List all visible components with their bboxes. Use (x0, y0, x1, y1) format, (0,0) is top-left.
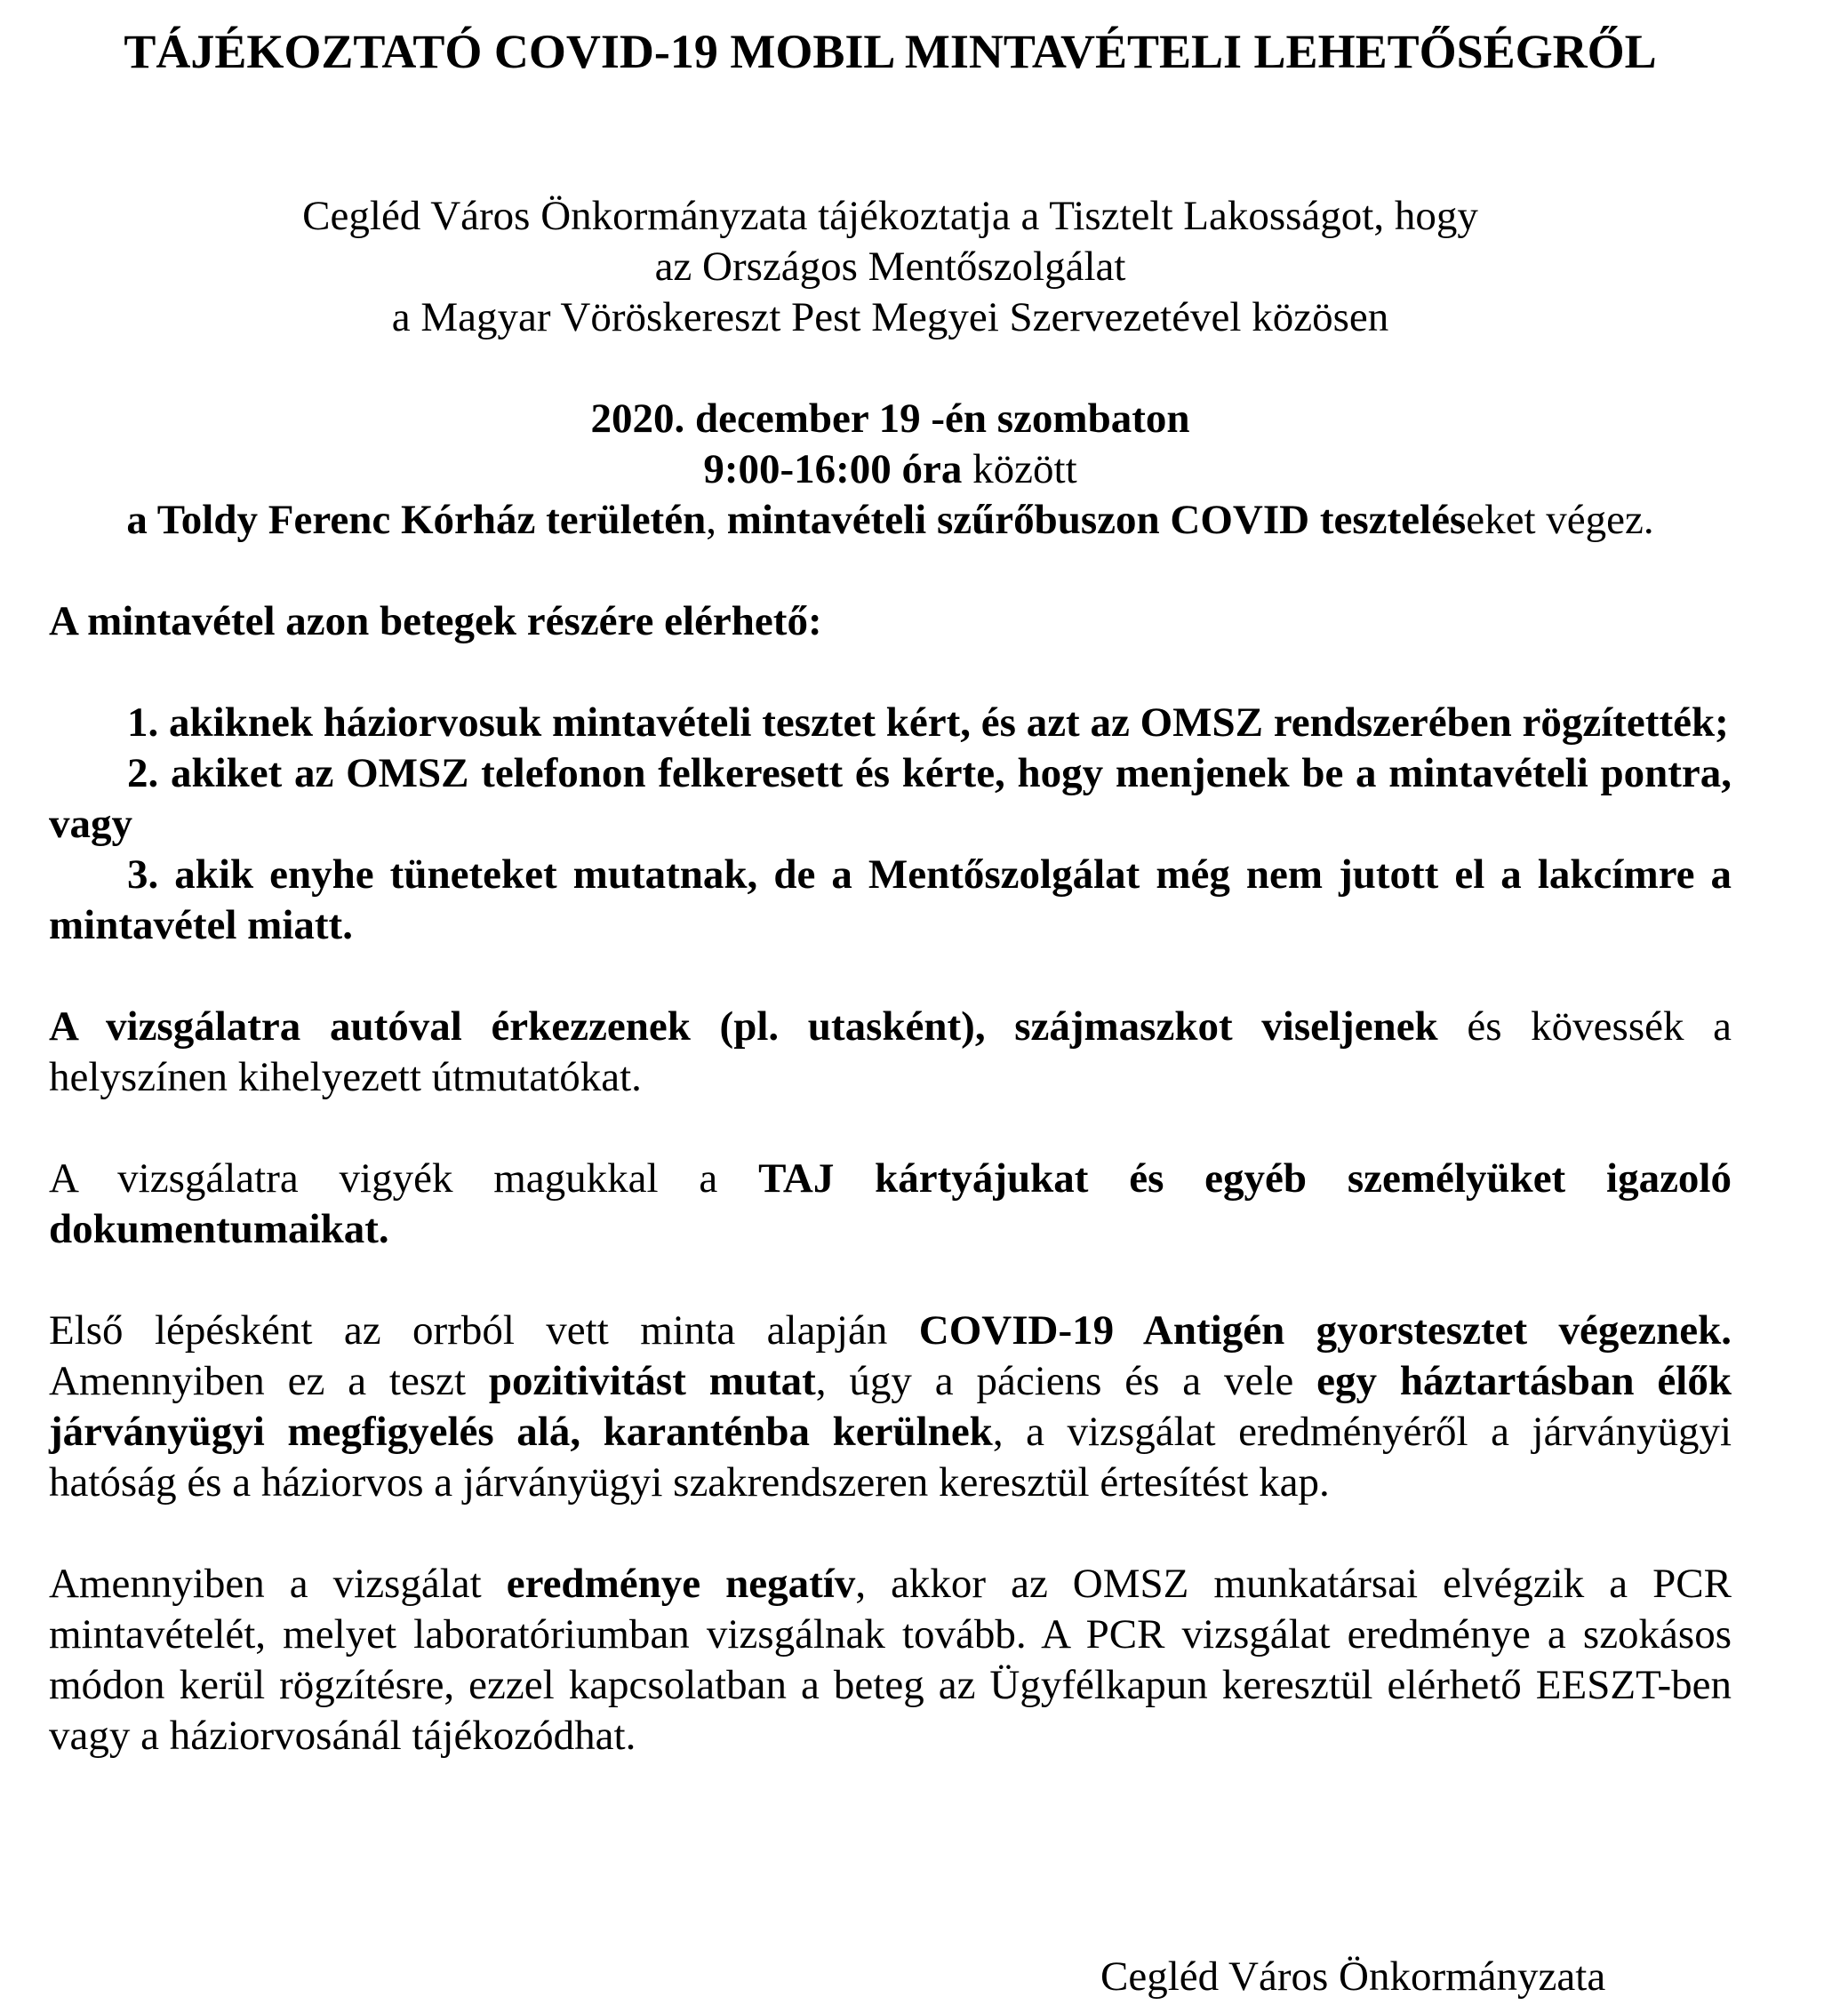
intro-block (49, 191, 1732, 343)
list-item: 3. akik enyhe tüneteket mutatnak, de a Mentőszolgálat még nem jutott el a lakcímre a mintavétel miatt. (49, 851, 1732, 948)
intro-line-2: az Országos Mentőszolgálat (654, 244, 1126, 290)
event-time: 9:00-16:00 óra között (703, 446, 1077, 492)
eligibility-list (49, 698, 1732, 951)
event-place: a Toldy Ferenc Kórház területén, mintavételi szűrőbuszon COVID teszteléseket végez. (126, 497, 1654, 543)
event-date: 2020. december 19 -én szombaton (590, 395, 1190, 442)
documents-paragraph: A vizsgálatra vigyék magukkal a TAJ kártyájukat és egyéb személyüket igazoló dokumentumaikat. (49, 1155, 1732, 1252)
antigen-paragraph: Első lépésként az orrból vett minta alapján COVID-19 Antigén gyorstesztet végeznek. Amennyiben ez a teszt pozitivitást mutat, úgy a páciens és a vele egy háztartásban élők járványügyi megfigyelés alá, karanténba kerülnek, a vizsgálat eredményéről a járványügyi hatóság és a háziorvos a járványügyi szakrendszeren keresztül értesítést kap. (49, 1307, 1732, 1506)
event-details (49, 394, 1732, 546)
list-item: 1. akiknek háziorvosuk mintavételi tesztet kért, és azt az OMSZ rendszerében rögzítették; (127, 699, 1729, 746)
signature: Cegléd Város Önkormányzata (1100, 1953, 1606, 2000)
document-page (49, 0, 1732, 1761)
document-title: TÁJÉKOZTATÓ COVID-19 MOBIL MINTAVÉTELI LEHETŐSÉGRŐL (124, 25, 1657, 78)
intro-line-3: a Magyar Vöröskereszt Pest Megyei Szervezetével közösen (391, 294, 1389, 340)
pcr-paragraph: Amennyiben a vizsgálat eredménye negatív, akkor az OMSZ munkatársai elvégzik a PCR mintavételét, melyet laboratóriumban vizsgálnak tovább. A PCR vizsgálat eredménye a szokásos módon kerül rögzítésre, ezzel kapcsolatban a beteg az Ügyfélkapun keresztül elérhető EESZT-ben vagy a háziorvosánál tájékozódhat. (49, 1561, 1732, 1759)
intro-line-1: Cegléd Város Önkormányzata tájékoztatja a Tisztelt Lakosságot, hogy (302, 193, 1478, 239)
arrival-paragraph: A vizsgálatra autóval érkezzenek (pl. utasként), szájmaszkot viseljenek és kövessék a helyszínen kihelyezett útmutatókat. (49, 1003, 1732, 1100)
eligibility-heading: A mintavétel azon betegek részére elérhető: (49, 598, 822, 644)
list-item: 2. akiket az OMSZ telefonon felkeresett és kérte, hogy menjenek be a mintavételi pontra, vagy (49, 750, 1732, 847)
